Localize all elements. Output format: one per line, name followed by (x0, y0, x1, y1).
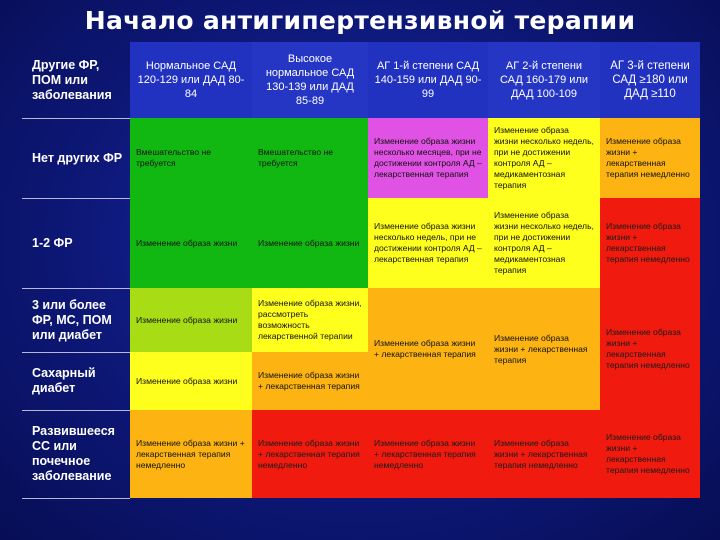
header-risk-factors: Другие ФР, ПОМ или заболевания (32, 57, 112, 102)
cell-r2c5: Изменение образа жизни + лекарственная терапия немедленно (600, 198, 700, 288)
row-divider (22, 498, 130, 499)
row-label-cv-renal: Развившееся СС или почечное заболевание (32, 424, 115, 483)
cell-r5c3: Изменение образа жизни + лекарственная терапия немедленно (368, 410, 488, 498)
cell-r5c1: Изменение образа жизни + лекарственная терапия немедленно (130, 410, 252, 498)
row-label-no-rf: Нет других ФР (32, 150, 123, 165)
cell-r2c4: Изменение образа жизни несколько недель, при не достижении контроля АД – медикаментозная терапия (488, 198, 600, 288)
row-label-1-2-rf: 1-2 ФР (32, 235, 73, 250)
header-ag-grade1: АГ 1-й степени САД 140-159 или ДАД 90-99 (368, 42, 488, 118)
row-label-diabetes: Сахарный диабет (32, 366, 96, 395)
cell-r34c4: Изменение образа жизни + лекарственная терапия (488, 288, 600, 410)
cell-r34c5: Изменение образа жизни + лекарственная терапия немедленно (600, 288, 700, 410)
header-ag-grade2: АГ 2-й степени САД 160-179 или ДАД 100-109 (488, 42, 600, 118)
row-divider (22, 410, 130, 411)
cell-r5c5: Изменение образа жизни + лекарственная терапия немедленно (600, 410, 700, 498)
row-divider (22, 118, 130, 119)
cell-r5c4: Изменение образа жизни + лекарственная терапия немедленно (488, 410, 600, 498)
cell-r1c4: Изменение образа жизни несколько недель, при не достижении контроля АД – медикаментозная терапия (488, 118, 600, 198)
cell-r2c3: Изменение образа жизни несколько недель, при не достижении контроля АД – лекарственная терапия (368, 198, 488, 288)
row-divider (22, 352, 130, 353)
header-normal-bp: Нормальное САД 120-129 или ДАД 80-84 (130, 42, 252, 118)
header-high-normal-bp: Высокое нормальное САД 130-139 или ДАД 85-89 (252, 42, 368, 118)
cell-r2c2: Изменение образа жизни (252, 198, 368, 288)
cell-r2c1: Изменение образа жизни (130, 198, 252, 288)
cell-r4c1: Изменение образа жизни (130, 352, 252, 410)
therapy-table (22, 42, 700, 498)
cell-r1c3: Изменение образа жизни несколько месяцев, при не достижении контроля АД – лекарственная терапия (368, 118, 488, 198)
cell-r1c5: Изменение образа жизни + лекарственная терапия немедленно (600, 118, 700, 198)
page-title: Начало антигипертензивной терапии (84, 6, 636, 35)
row-label-3plus-rf: 3 или более ФР, МС, ПОМ или диабет (32, 297, 112, 342)
row-divider (22, 198, 130, 199)
header-ag-grade3: АГ 3-й степени САД ≥180 или ДАД ≥110 (600, 42, 700, 118)
cell-r3c2: Изменение образа жизни, рассмотреть возможность лекарственной терапии (252, 288, 368, 352)
cell-r34c3: Изменение образа жизни + лекарственная терапия (368, 288, 488, 410)
cell-r5c2: Изменение образа жизни + лекарственная терапия немедленно (252, 410, 368, 498)
cell-r1c2: Вмешательство не требуется (252, 118, 368, 198)
cell-r4c2: Изменение образа жизни + лекарственная терапия (252, 352, 368, 410)
cell-r3c1: Изменение образа жизни (130, 288, 252, 352)
row-divider (22, 288, 130, 289)
cell-r1c1: Вмешательство не требуется (130, 118, 252, 198)
